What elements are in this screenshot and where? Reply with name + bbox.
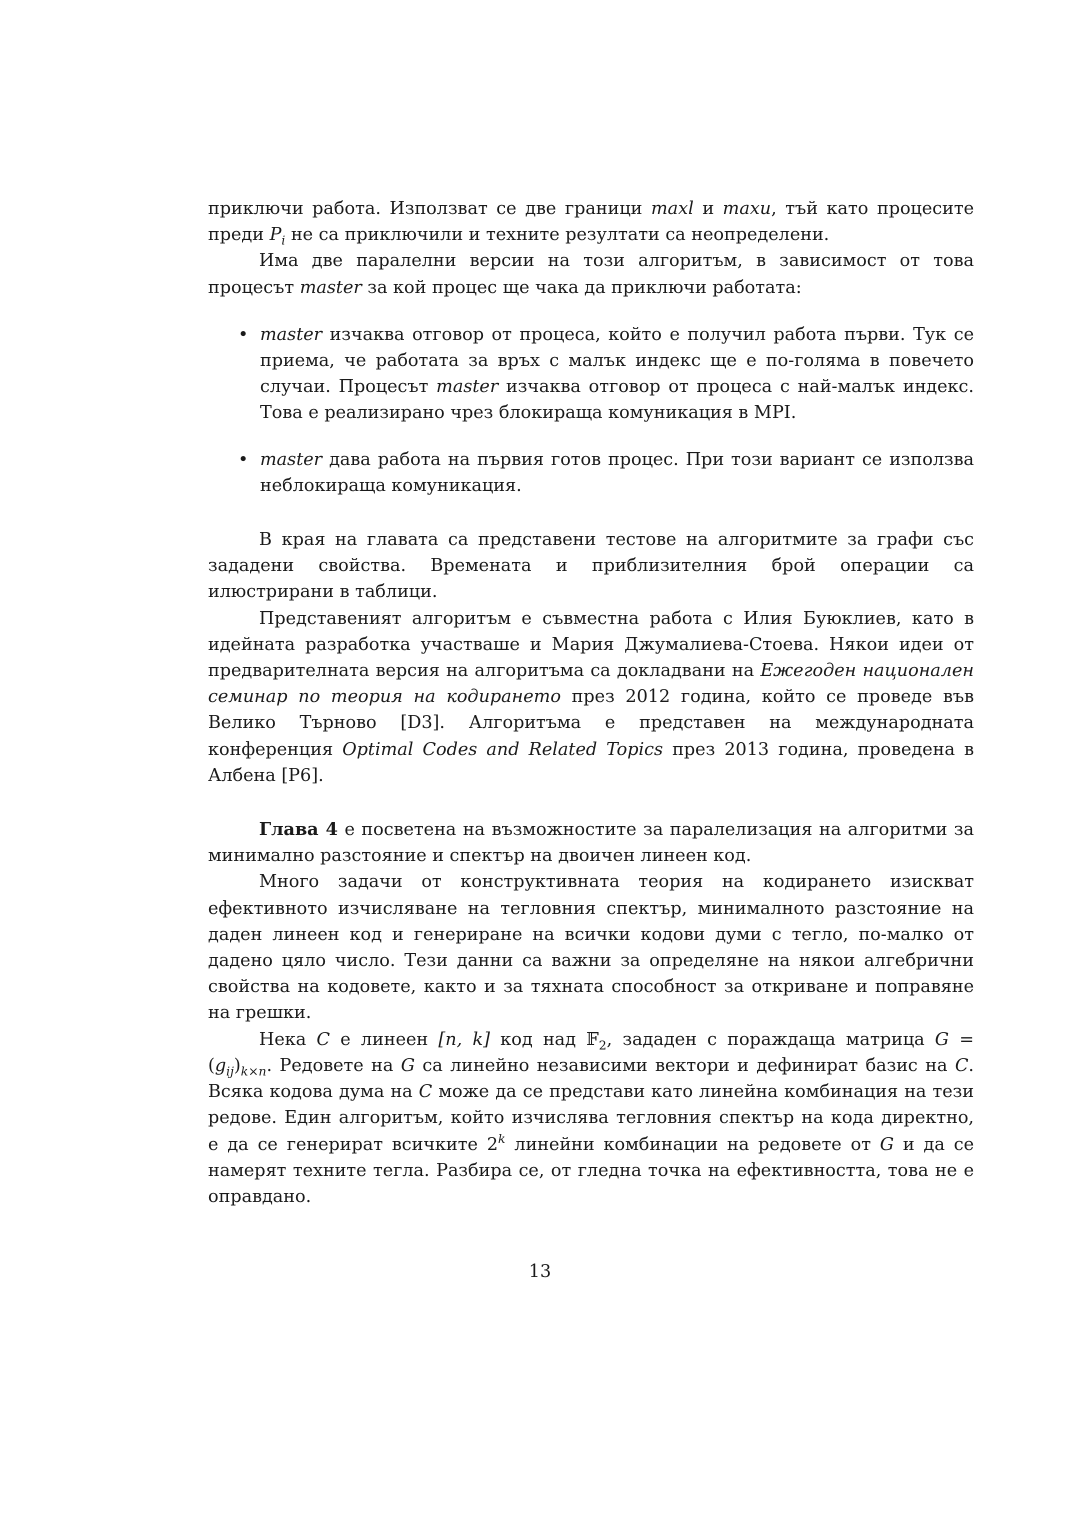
body-text [208,196,974,1210]
list-item: • master изчаква отговор от процеса, който е получил работа първи. Тук се приема, че работата за връх с малък индекс ще е по-голяма в повечето случаи. Процесът master изчаква отговор от процеса с най-малък индекс. Това е реализирано чрез блокираща комуникация в MPI. [208,322,974,427]
term-master: master [260,324,323,345]
paragraph-6: Много задачи от конструктивната теория на кодирането изискват ефективното изчисляване на тегловния спектър, минималното разстояние на даден линеен код и генериране на всички кодови думи с тегло, по-малко от дадено цяло число. Тези данни са важни за определяне на някои алгебрични свойства на кодовете, както и за тяхната способност за откриване и поправяне на грешки. [208,872,974,1024]
math-maxu: maxu [722,199,772,219]
paragraph-5: Глава 4 е посветена на възможностите за паралелизация на алгоритми за минимално разстояние и спектър на двоичен линеен код. [208,819,974,867]
bullet-icon: • [238,449,249,470]
conference-title: Optimal Codes and Related Topics [342,739,664,760]
chapter-heading: Глава 4 [259,819,338,841]
paragraph-3: В края на главата са представени тестове на алгоритмите за графи със зададени свойства. Времената и приблизителния брой операции са илюстрирани в таблици. [208,530,974,603]
term-master: master [436,377,499,398]
paragraph-4: Представеният алгоритъм е съвместна работа с Илия Буюклиев, като в идейната разработка участваше и Мария Джумалиева-Стоева. Някои идеи от предварителната версия на алгоритъма са докладвани на Ежегоден национален семинар по теория на кодирането през 2012 година, който се проведе във Велико Търново [D3]. Алгоритъма е представен на международната конференция Optimal Codes and Related Topics през 2013 година, проведена в Албена [P6]. [208,608,975,786]
bullet-icon: • [238,324,249,345]
paragraph-1: приключи работа. Използват се две граници maxl и maxu, тъй като процесите преди $P_i$ не са приключили и техните резултати са неопределени. [208,199,974,248]
seminar-title: Ежегоден национален семинар по теория на кодирането [208,661,975,708]
paragraph-2: Има две паралелни версии на този алгоритъм, в зависимост от това процесът master за кой процес ще чака да приключи работата: [208,251,974,298]
page-number: 13 [528,1262,552,1282]
math-P: P [269,225,282,246]
math-i: i [281,233,286,248]
term-master: master [260,449,323,470]
math-maxl: maxl [650,199,694,219]
term-master: master [299,277,362,298]
list-item: • master дава работа на първия готов процес. При този вариант се използва неблокираща комуникация. [208,447,974,499]
bullet-list [208,322,974,499]
paragraph-7: Нека C е линеен [n, k] код над 𝔽$_2$, зададен с пораждаща матрица $G = (g_{ij})_{k\times n}$. Редовете на G са линейно независими вектори и дефинират базис на C. Всяка кодова дума на C може да се представи като линейна комбинация на тези редове. Един алгоритъм, който изчислява тегловния спектър на кода директно, е да се генерират всичките 2$^k$ линейни комбинации на редовете от G и да се намерят техните тегла. Разбира се, от гледна точка на ефективността, това не е оправдано. [208,1029,974,1207]
